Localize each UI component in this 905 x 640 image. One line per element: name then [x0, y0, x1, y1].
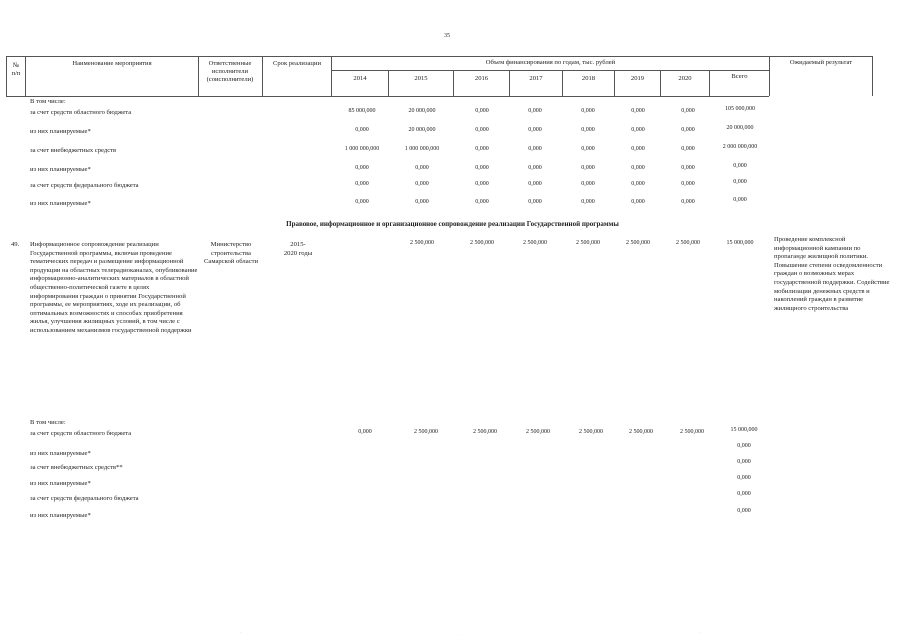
section-title: Правовое, информационное и организационное сопровождение реализации Государственной программы: [286, 220, 619, 228]
block1-row-label: из них планируемые*: [30, 166, 91, 173]
header-name: Наименование мероприятия: [72, 60, 152, 67]
block1-value: 0,000: [355, 165, 369, 171]
item-value: 2 500,000: [676, 240, 700, 246]
block1-value: 0,000: [681, 199, 695, 205]
block1-value: 0,000: [631, 146, 645, 152]
block1-value: 0,000: [528, 165, 542, 171]
block2-value: 2 500,000: [629, 429, 653, 435]
block1-value: 0,000: [733, 163, 747, 169]
block1-value: 0,000: [733, 179, 747, 185]
year-2020: 2020: [678, 75, 692, 82]
block1-value: 0,000: [475, 181, 489, 187]
block2-value: 2 500,000: [680, 429, 704, 435]
page-number: 35: [444, 33, 450, 39]
block1-value: 0,000: [475, 199, 489, 205]
block1-value: 0,000: [475, 108, 489, 114]
block1-value: 1 000 000,000: [404, 146, 440, 152]
block1-row-label: за счет средств федерального бюджета: [30, 182, 139, 189]
block1-value: 20 000,000: [408, 127, 436, 133]
block1-value: 105 000,000: [725, 106, 755, 112]
block2-value: 0,000: [737, 508, 751, 514]
block1-value: 0,000: [528, 199, 542, 205]
block2-value: 0,000: [358, 429, 372, 435]
header-period: Срок реализации: [272, 60, 322, 67]
block2-value: 0,000: [737, 443, 751, 449]
block1-value: 0,000: [631, 181, 645, 187]
item-value: 15 000,000: [726, 240, 754, 246]
block1-value: 0,000: [681, 108, 695, 114]
block1-value: 0,000: [581, 199, 595, 205]
block1-value: 20 000,000: [408, 108, 436, 114]
block1-value: 0,000: [475, 146, 489, 152]
block2-row-label: из них планируемые*: [30, 512, 91, 519]
block1-value: 0,000: [581, 146, 595, 152]
block1-value: 0,000: [631, 108, 645, 114]
year-2016: 2016: [474, 75, 489, 82]
block2-row-label: за счет средств областного бюджета: [30, 430, 132, 437]
item-value: 2 500,000: [576, 240, 600, 246]
block1-value: 0,000: [681, 181, 695, 187]
block1-value: 0,000: [475, 165, 489, 171]
block2-row-label: за счет внебюджетных средств**: [30, 464, 123, 471]
block1-value: 0,000: [528, 181, 542, 187]
block2-row-label: из них планируемые*: [30, 480, 91, 487]
block1-value: 0,000: [581, 127, 595, 133]
block2-value: 2 500,000: [414, 429, 438, 435]
block1-value: 0,000: [528, 146, 542, 152]
block1-value: 0,000: [415, 199, 429, 205]
block1-row-label: за счет средств областного бюджета: [30, 109, 132, 116]
block1-value: 0,000: [415, 181, 429, 187]
year-2019: 2019: [630, 75, 645, 82]
header-financing: Объем финансирования по годам, тыс. рублей: [485, 59, 616, 66]
item-period: 2015- 2020 годы: [283, 241, 313, 257]
year-total: Всего: [731, 73, 748, 80]
block1-value: 0,000: [581, 165, 595, 171]
scan-speck: ·: [700, 630, 702, 635]
block1-row-label: за счет внебюджетных средств: [30, 147, 117, 154]
header-responsible: Ответственные исполнители (соисполнители): [206, 60, 254, 83]
block1-value: 1 000 000,000: [344, 146, 380, 152]
item-result: Проведение комплексной информационной кампании по пропаганде жилищной политики. Повышение степени осведомленности граждан о возможных мерах государственной поддержки. Содействие мобилизации денежных средств и накоплений граждан в развитие жилищного строительства: [774, 236, 890, 312]
item-responsible: Министерство строительства Самарской области: [204, 241, 258, 266]
year-2015: 2015: [414, 75, 428, 82]
block1-value: 0,000: [355, 181, 369, 187]
block2-value: 2 500,000: [473, 429, 497, 435]
year-2018: 2018: [581, 75, 596, 82]
item-number: 49.: [11, 241, 20, 248]
block1-value: 0,000: [631, 165, 645, 171]
block1-value: 0,000: [528, 127, 542, 133]
block1-value: 0,000: [733, 197, 747, 203]
block1-value: 2 000 000,000: [722, 144, 758, 150]
block2-value: 0,000: [737, 475, 751, 481]
item-value: 2 500,000: [523, 240, 547, 246]
year-2014: 2014: [353, 75, 367, 82]
item-value: 2 500,000: [626, 240, 650, 246]
block1-value: 0,000: [415, 165, 429, 171]
item-name: Информационное сопровождение реализации Государственной программы, включая проведение тематических передач и размещение информационной продукции на областных телерадиоканалах, опубликование информационно-аналитических материалов в областной общественно-политической газете в целях информирования граждан о принятии Государственной программы, ее мероприятиях, ходе их реализации, об оптимальных возможностях и способах приобретения жилья, улучшения жилищных условий, в том числе с использованием механизмов государственной поддержки: [30, 241, 198, 334]
block1-value: 0,000: [475, 127, 489, 133]
year-2017: 2017: [529, 75, 543, 82]
block2-value: 0,000: [737, 491, 751, 497]
block1-value: 0,000: [581, 108, 595, 114]
block1-row-label: из них планируемые*: [30, 128, 91, 135]
block2-row-label: за счет средств федерального бюджета: [30, 495, 139, 502]
block1-row-label: из них планируемые*: [30, 200, 91, 207]
block1-including: В том числе:: [30, 98, 66, 105]
block1-value: 0,000: [355, 127, 369, 133]
block2-value: 2 500,000: [526, 429, 550, 435]
item-value: 2 500,000: [410, 240, 434, 246]
block1-value: 0,000: [681, 127, 695, 133]
block1-value: 85 000,000: [348, 108, 376, 114]
block2-value: 0,000: [737, 459, 751, 465]
block2-row-label: из них планируемые*: [30, 450, 91, 457]
block1-value: 0,000: [681, 165, 695, 171]
scan-speck: ·: [240, 630, 242, 635]
block1-value: 0,000: [355, 199, 369, 205]
block1-value: 0,000: [631, 127, 645, 133]
item-value: 2 500,000: [470, 240, 494, 246]
scan-speck: ·: [458, 632, 460, 637]
table-header: [6, 56, 873, 96]
block1-value: 20 000,000: [726, 125, 754, 131]
header-no: № п/п: [11, 62, 21, 77]
block2-including: В том числе:: [30, 419, 66, 426]
block1-value: 0,000: [528, 108, 542, 114]
block2-value: 15 000,000: [730, 427, 758, 433]
block2-value: 2 500,000: [579, 429, 603, 435]
block1-value: 0,000: [681, 146, 695, 152]
block1-value: 0,000: [581, 181, 595, 187]
block1-value: 0,000: [631, 199, 645, 205]
header-result: Ожидаемый результат: [789, 59, 853, 66]
